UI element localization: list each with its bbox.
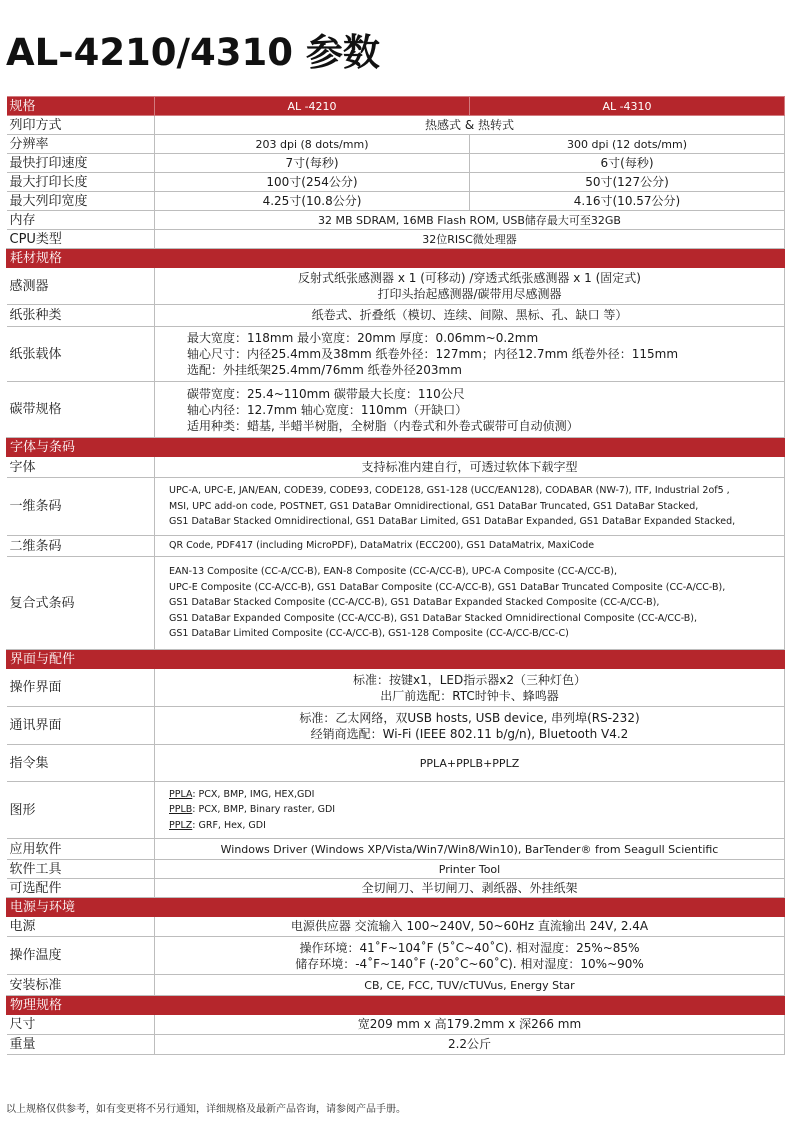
- section-consumables: [7, 249, 785, 268]
- row-label: 复合式条码: [7, 557, 155, 650]
- row-label: 碳带规格: [7, 382, 155, 438]
- row-label: 操作温度: [7, 937, 155, 975]
- row-dimensions: [7, 1015, 785, 1035]
- graphics-formats: : GRF, Hex, GDI: [192, 819, 266, 831]
- row-value: [155, 478, 785, 536]
- row-value: 32 MB SDRAM, 16MB Flash ROM, USB储存最大可至32GB: [155, 211, 785, 230]
- row-max-speed: [7, 154, 785, 173]
- row-ribbon: [7, 382, 785, 438]
- row-print-method: [7, 116, 785, 135]
- row-value: 宽209 mm x 高179.2mm x 深266 mm: [155, 1015, 785, 1035]
- row-value: CB, CE, FCC, TUV/cTUVus, Energy Star: [155, 975, 785, 996]
- row-command: [7, 745, 785, 782]
- row-label: 内存: [7, 211, 155, 230]
- value-line: GS1 DataBar Expanded Composite (CC-A/CC-B), GS1 DataBar Stacked Omnidirectional Composite (CC-A/CC-B),: [169, 612, 698, 624]
- value-line: 最大宽度：118mm 最小宽度：20mm 厚度：0.06mm~0.2mm: [187, 331, 539, 345]
- value-line: 标准：乙太网络，双USB hosts, USB device, 串列埠(RS-232): [299, 710, 640, 725]
- row-value: [155, 268, 785, 305]
- value-line: 打印头抬起感测器/碳带用尽感测器: [377, 287, 562, 301]
- row-paper-type: [7, 305, 785, 327]
- row-tools: [7, 860, 785, 879]
- row-resolution: [7, 135, 785, 154]
- value-line: 储存环境：-4˚F~140˚F (-20˚C~60˚C). 相对湿度：10%~90%: [295, 956, 644, 971]
- row-value: [155, 557, 785, 650]
- row-power: [7, 917, 785, 937]
- value-line: 适用种类：蜡基, 半蜡半树脂，全树脂（内卷式和外卷式碳带可自动侦测）: [187, 418, 579, 433]
- header-row: [7, 97, 785, 116]
- row-value-2: 6寸(每秒): [470, 154, 785, 173]
- row-value: 纸卷式、折叠纸（模切、连续、间隙、黑标、孔、缺口 等）: [155, 305, 785, 327]
- row-label: 尺寸: [7, 1015, 155, 1035]
- row-value: [155, 327, 785, 382]
- section-title: 耗材规格: [7, 249, 785, 268]
- spec-table: [6, 96, 785, 1055]
- row-label: 应用软件: [7, 839, 155, 860]
- value-line: EAN-13 Composite (CC-A/CC-B), EAN-8 Composite (CC-A/CC-B), UPC-A Composite (CC-A/CC-B),: [169, 566, 617, 578]
- section-title: 字体与条码: [7, 438, 785, 457]
- row-label: 电源: [7, 917, 155, 937]
- header-model-2: AL -4310: [470, 97, 785, 116]
- row-value-1: 203 dpi (8 dots/mm): [155, 135, 470, 154]
- value-line: GS1 DataBar Stacked Omnidirectional, GS1 DataBar Limited, GS1 DataBar Expanded, GS1 DataBar Expanded Stacked,: [169, 516, 736, 528]
- value-line: 碳带宽度：25.4~110mm 碳带最大长度：110公尺: [187, 386, 465, 401]
- row-max-width: [7, 192, 785, 211]
- row-label: 感测器: [7, 268, 155, 305]
- row-value: 支持标准内建自行，可透过软体下载字型: [155, 457, 785, 478]
- row-label: 最快打印速度: [7, 154, 155, 173]
- row-value-2: 300 dpi (12 dots/mm): [470, 135, 785, 154]
- value-line: GS1 DataBar Limited Composite (CC-A/CC-B), GS1-128 Composite (CC-A/CC-B/CC-C): [169, 628, 569, 640]
- row-label: 指令集: [7, 745, 155, 782]
- row-label: 操作界面: [7, 669, 155, 707]
- value-line: 轴心尺寸：内径25.4mm及38mm 纸卷外径：127mm；内径12.7mm 纸卷外径：115mm: [187, 347, 679, 361]
- row-value: PPLA+PPLB+PPLZ: [155, 745, 785, 782]
- section-title: 界面与配件: [7, 650, 785, 669]
- row-value: 2.2公斤: [155, 1035, 785, 1055]
- row-media: [7, 327, 785, 382]
- section-title: 电源与环境: [7, 898, 785, 917]
- graphics-formats: : PCX, BMP, IMG, HEX,GDI: [192, 788, 315, 800]
- row-label: 纸张载体: [7, 327, 155, 382]
- row-label: 二维条码: [7, 536, 155, 557]
- row-label: 分辨率: [7, 135, 155, 154]
- value-line: QR Code, PDF417 (including MicroPDF), DataMatrix (ECC200), GS1 DataMatrix, MaxiCode: [169, 540, 595, 552]
- row-value: [155, 536, 785, 557]
- row-label: 最大列印宽度: [7, 192, 155, 211]
- footnote: 以上规格仅供参考，如有变更将不另行通知，详细规格及最新产品咨询，请参阅产品手册。: [6, 1104, 406, 1115]
- header-label: 规格: [7, 97, 155, 116]
- graphics-lang: PPLZ: [169, 819, 193, 831]
- row-label: 纸张种类: [7, 305, 155, 327]
- row-comm: [7, 707, 785, 745]
- row-value: [155, 707, 785, 745]
- graphics-lang: PPLB: [169, 804, 193, 816]
- row-label: 最大打印长度: [7, 173, 155, 192]
- row-memory: [7, 211, 785, 230]
- row-weight: [7, 1035, 785, 1055]
- section-interface: [7, 650, 785, 669]
- value-line: 选配：外挂纸架25.4mm/76mm 纸卷外径203mm: [187, 363, 462, 377]
- row-composite: [7, 557, 785, 650]
- row-value: Printer Tool: [155, 860, 785, 879]
- row-barcode-1d: [7, 478, 785, 536]
- row-label: 图形: [7, 782, 155, 839]
- value-line: 经销商选配：Wi-Fi (IEEE 802.11 b/g/n), Bluetooth V4.2: [310, 726, 629, 741]
- row-label: 重量: [7, 1035, 155, 1055]
- row-cpu: [7, 230, 785, 249]
- graphics-lang: PPLA: [169, 788, 193, 800]
- row-value-2: 50寸(127公分): [470, 173, 785, 192]
- row-value: 32位RISC微处理器: [155, 230, 785, 249]
- section-fonts: [7, 438, 785, 457]
- graphics-item: [169, 818, 784, 834]
- value-line: UPC-E Composite (CC-A/CC-B), GS1 DataBar Composite (CC-A/CC-B), GS1 DataBar Truncated Composite (CC-A/CC-B),: [169, 581, 726, 593]
- section-title: 物理规格: [7, 996, 785, 1015]
- row-value: 热感式 & 热转式: [155, 116, 785, 135]
- row-operation: [7, 669, 785, 707]
- value-line: 出厂前选配：RTC时钟卡、蜂鸣器: [380, 688, 559, 703]
- value-line: MSI, UPC add-on code, POSTNET, GS1 DataBar Omnidirectional, GS1 DataBar Truncated, GS1 DataBar Stacked,: [169, 500, 699, 512]
- section-power: [7, 898, 785, 917]
- row-label: 可选配件: [7, 879, 155, 898]
- row-value: [155, 937, 785, 975]
- header-model-1: AL -4210: [155, 97, 470, 116]
- row-label: 列印方式: [7, 116, 155, 135]
- row-label: 一维条码: [7, 478, 155, 536]
- row-value: 全切闸刀、半切闸刀、剥纸器、外挂纸架: [155, 879, 785, 898]
- value-line: 轴心内径：12.7mm 轴心宽度：110mm（开缺口）: [187, 402, 468, 417]
- graphics-item: [169, 802, 784, 818]
- row-label: 通讯界面: [7, 707, 155, 745]
- row-label: 字体: [7, 457, 155, 478]
- row-value-1: 4.25寸(10.8公分): [155, 192, 470, 211]
- row-label: 安装标准: [7, 975, 155, 996]
- row-value-1: 7寸(每秒): [155, 154, 470, 173]
- value-line: GS1 DataBar Stacked Composite (CC-A/CC-B), GS1 DataBar Expanded Stacked Composite (CC-A/CC-B),: [169, 597, 660, 609]
- section-physical: [7, 996, 785, 1015]
- row-graphics: [7, 782, 785, 839]
- value-line: UPC-A, UPC-E, JAN/EAN, CODE39, CODE93, CODE128, GS1-128 (UCC/EAN128), CODABAR (NW-7), ITF, Industrial 2of5 ,: [169, 485, 730, 497]
- row-value: [155, 382, 785, 438]
- row-value: Windows Driver (Windows XP/Vista/Win7/Win8/Win10), BarTender® from Seagull Scientific: [155, 839, 785, 860]
- graphics-item: [169, 787, 784, 803]
- row-barcode-2d: [7, 536, 785, 557]
- row-label: CPU类型: [7, 230, 155, 249]
- value-line: 操作环境：41˚F~104˚F (5˚C~40˚C). 相对湿度：25%~85%: [299, 940, 640, 955]
- row-value-2: 4.16寸(10.57公分): [470, 192, 785, 211]
- row-value: [155, 669, 785, 707]
- row-max-length: [7, 173, 785, 192]
- row-value: [155, 782, 785, 839]
- graphics-formats: : PCX, BMP, Binary raster, GDI: [192, 804, 336, 816]
- value-line: 标准：按键x1，LED指示器x2（三种灯色）: [353, 672, 586, 687]
- row-font: [7, 457, 785, 478]
- row-value-1: 100寸(254公分): [155, 173, 470, 192]
- value-line: 反射式纸张感测器 x 1 (可移动) /穿透式纸张感测器 x 1 (固定式): [298, 271, 641, 285]
- row-temperature: [7, 937, 785, 975]
- row-sensor: [7, 268, 785, 305]
- row-options: [7, 879, 785, 898]
- row-software: [7, 839, 785, 860]
- row-label: 软件工具: [7, 860, 155, 879]
- row-safety: [7, 975, 785, 996]
- row-value: 电源供应器 交流输入 100~240V, 50~60Hz 直流输出 24V, 2.4A: [155, 917, 785, 937]
- page-title: AL-4210/4310 参数: [6, 31, 380, 74]
